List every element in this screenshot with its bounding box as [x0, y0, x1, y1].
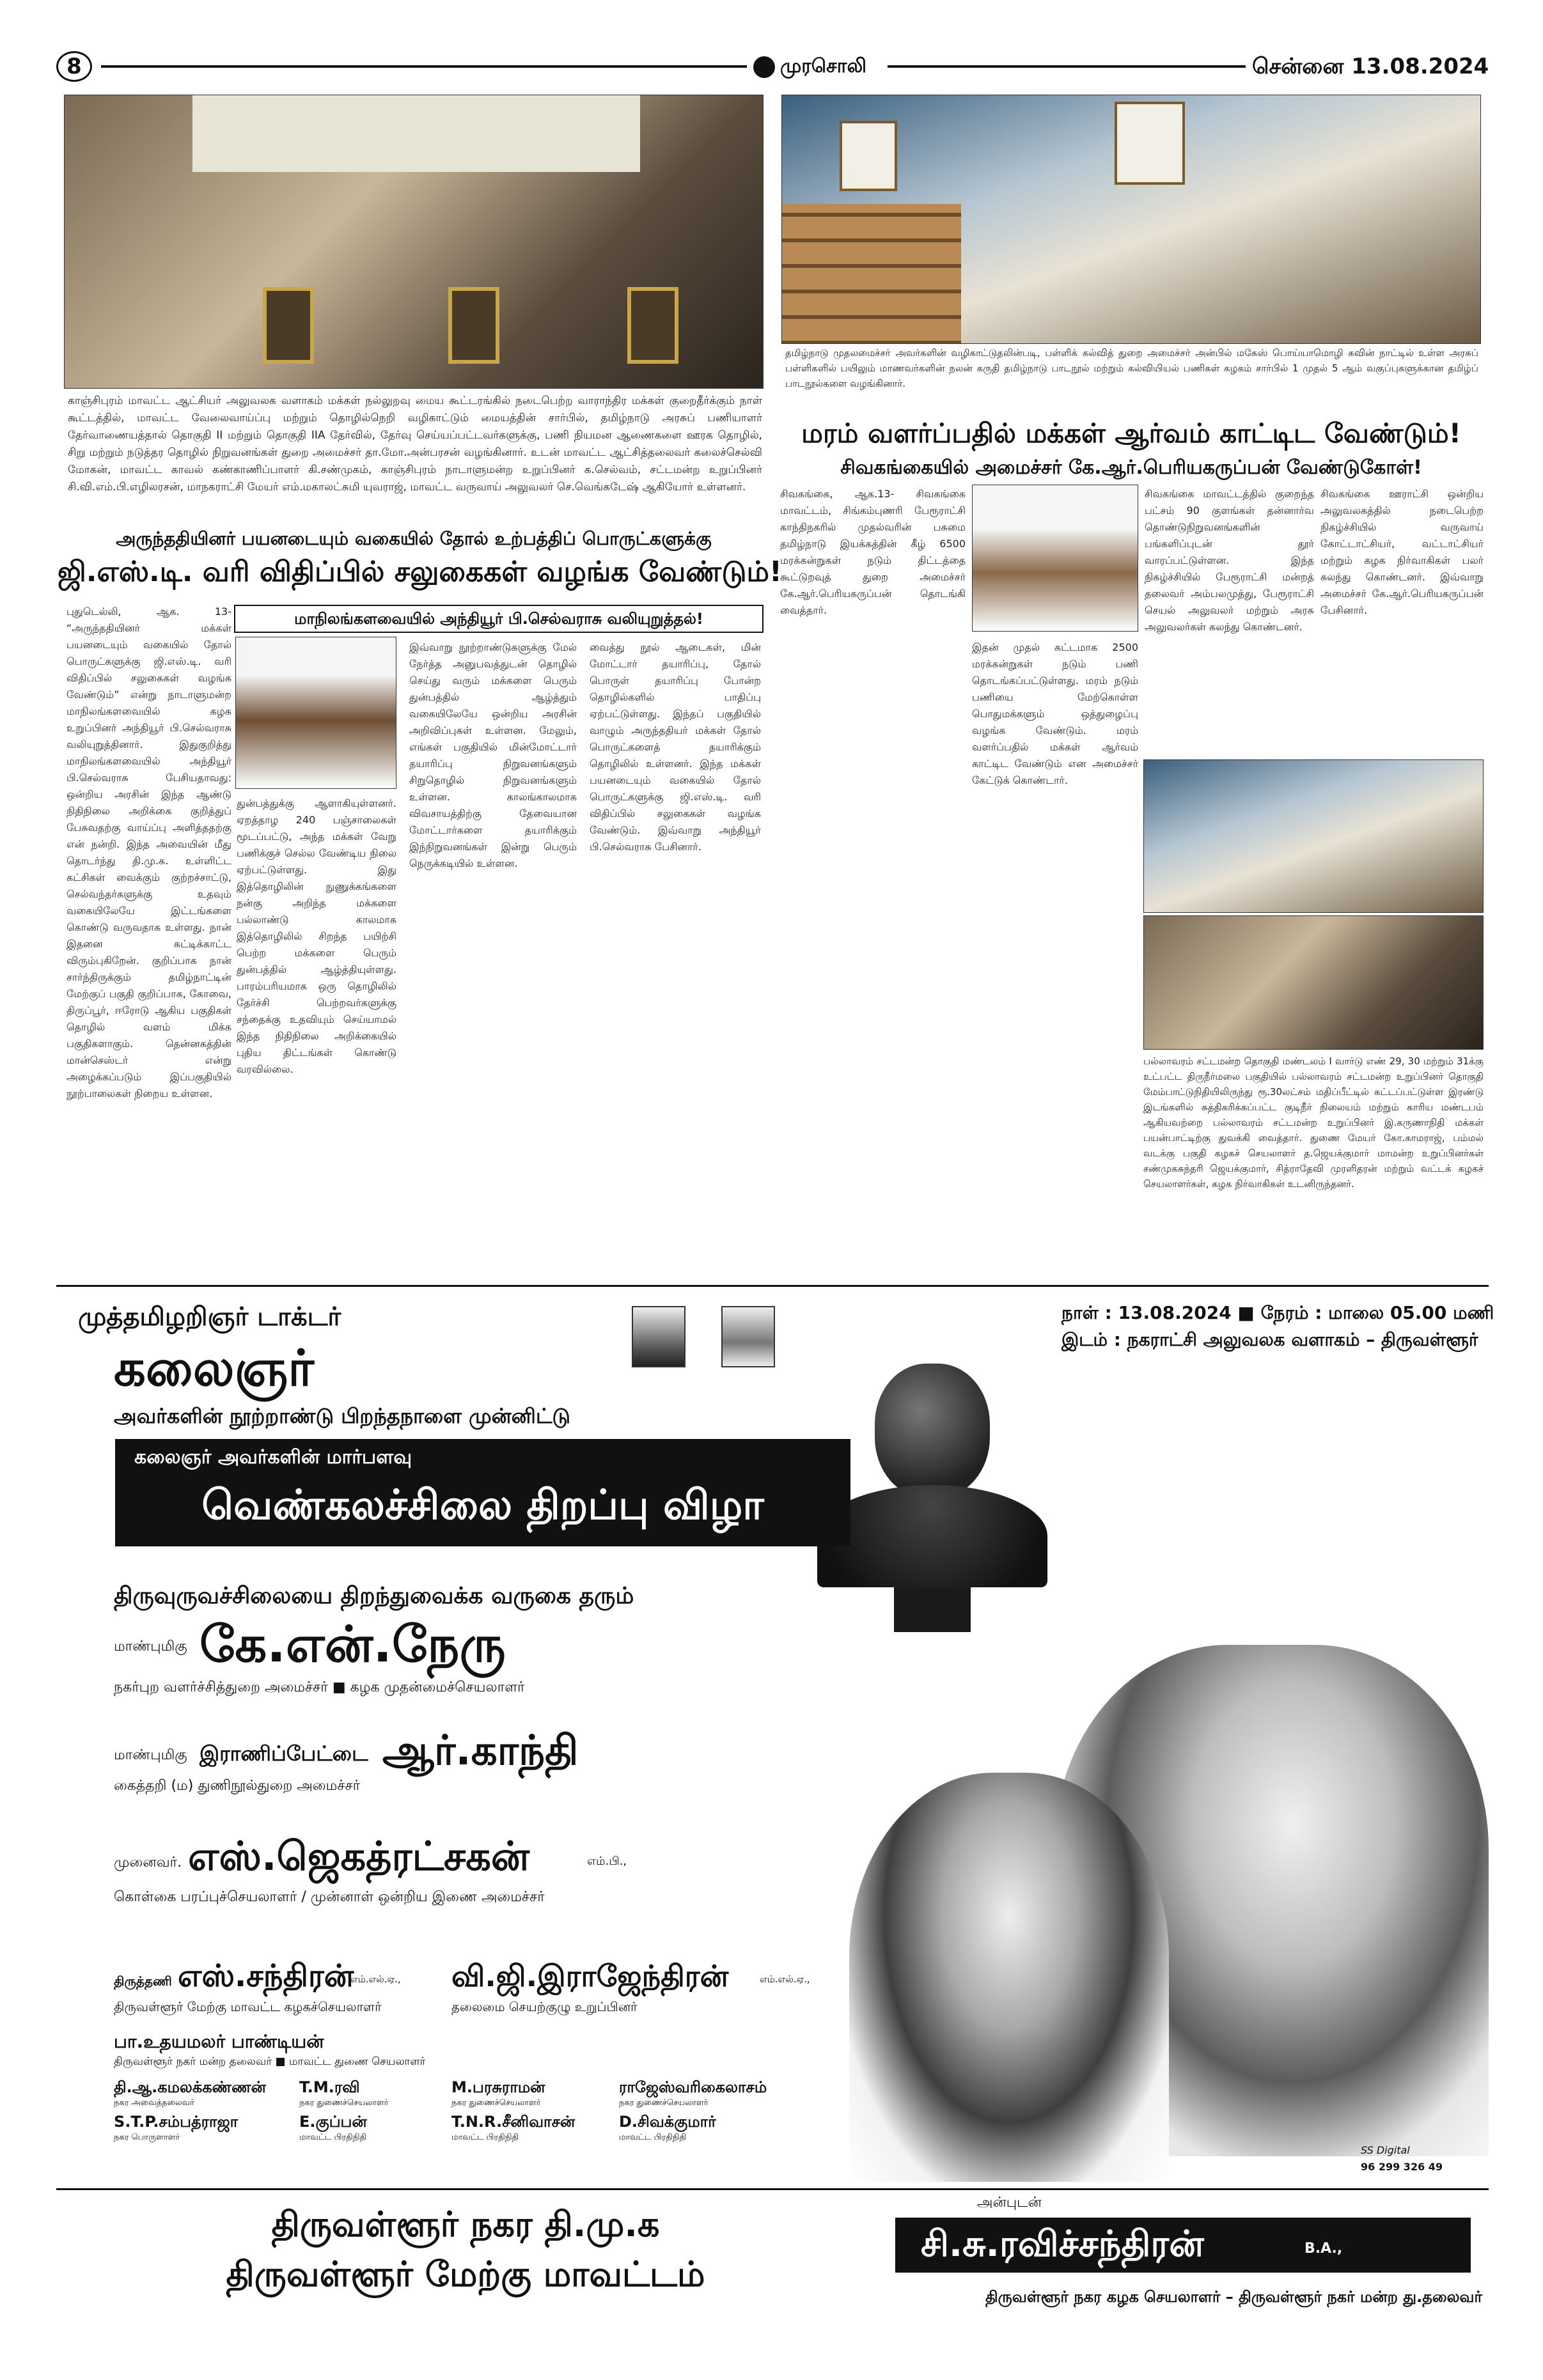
water-plant-photo-1 [1143, 759, 1484, 913]
guest2-district: இராணிப்பேட்டை [200, 1741, 368, 1766]
ad-banner-big: வெண்கலச்சிலை திறப்பு விழா [201, 1482, 764, 1529]
page-number: 8 [67, 54, 82, 79]
designer-tag: SS Digital [1361, 2144, 1410, 2156]
stage-backdrop [192, 95, 640, 172]
masthead-rule-left [101, 65, 747, 68]
date-line: சென்னை 13.08.2024 [1252, 54, 1489, 79]
small-name-4 [619, 2077, 767, 2109]
small-name-1-name: தி.ஆ.கமலக்கண்ணன் [114, 2078, 266, 2096]
small-name-1 [114, 2077, 266, 2109]
selvarasu-portrait [235, 637, 396, 789]
small-name-6-role: மாவட்ட பிரதிநிதி [299, 2133, 367, 2142]
ad-banner-small: கலைஞர் அவர்களின் மார்பளவு [134, 1446, 412, 1468]
guest2-role: கைத்தறி (ம) துணிநூல்துறை அமைச்சர் [114, 1778, 361, 1794]
ad-date-time: நாள் : 13.08.2024 ■ நேரம் : மாலை 05.00 மணி [1061, 1302, 1494, 1323]
sponsor-name: சி.சு.ரவிச்சந்திரன் [921, 2223, 1204, 2265]
tree-story-headline: மரம் வளர்ப்பதில் மக்கள் ஆர்வம் காட்டிட வேண்டும்! [801, 417, 1461, 449]
gst-story-subhead: மாநிலங்களவையில் அந்தியூர் பி.செல்வராசு வலியுறுத்தல்! [234, 605, 764, 633]
org-a-name: எஸ்.சந்திரன் [178, 1958, 354, 1994]
guest1-prefix: மாண்புமிகு [114, 1638, 187, 1654]
small-name-7-role: மாவட்ட பிரதிநிதி [451, 2133, 519, 2142]
small-name-4-role: நகர துணைச்செயலாளர் [619, 2098, 709, 2108]
masthead [56, 51, 1489, 82]
textbook-distribution-photo [781, 95, 1481, 344]
small-name-1-role: நகர அவைத்தலைவர் [114, 2098, 194, 2108]
small-name-5-name: S.T.P.சம்பத்ராஜா [114, 2113, 239, 2131]
designer-phone: 96 299 326 49 [1361, 2161, 1443, 2173]
tree-story-col4: சிவகங்கை ஊராட்சி ஒன்றிய அலுவலகத்தில் நடைபெற்ற நிகழ்ச்சியில் வருவாய் கோட்டாட்சியர், வட்டாட்சியர் மற்றும் கழக நிர்வாகிகள் பலர் கலந்து கொண்டனர். இவ்வாறு அமைச்சர் கே.ஆர்.பெரியகருப்பன் பேசினார். [1320, 488, 1484, 616]
guest3-prefix: முனைவர். [114, 1855, 182, 1871]
small-name-5 [114, 2112, 238, 2143]
periyar-portrait [632, 1306, 685, 1367]
org-b-name: வி.ஜி.இராஜேந்திரன் [451, 1959, 729, 1993]
award-ceremony-caption: காஞ்சிபுரம் மாவட்ட ஆட்சியர் அலுவலக வளாகம் மக்கள் நல்லுறவு மைய கூட்டரங்கில் நடைபெற்ற வாராந்திர மக்கள் குறைதீர்க்கும் நாள் கூட்டத்தில், மாவட்ட வேலைவாய்ப்பு மற்றும் தொழில்நெறி வழிகாட்டும் மையத்தின் சார்பில், தமிழ்நாடு அரசுப் பணியாளர் தேர்வாணையத்தால் தொகுதி II மற்றும் தொகுதி IIA தேர்வில், தேர்வு செய்யப்பட்டவர்களுக்கு, பணி நியமன ஆணைகளை ஊரக தொழில், சிறு மற்றும் நடுத்தர தொழில் நிறுவனங்கள் துறை அமைச்சர் தா.மோ.அன்பரசன் வழங்கினார். உடன் மாவட்ட ஆட்சித்தலைவர் கலைச்செல்வி மோகன், மாவட்ட காவல் கண்காணிப்பாளர் கி.சண்முகம், காஞ்சிபுரம் நாடாளுமன்ற உறுப்பினர் க.செல்வம், சட்டமன்ற உறுப்பினர் சி.வி.எம்.பி.எழிலரசன், மாநகராட்சி மேயர் எம்.மகாலட்சுமி யுவராஜ், மாவட்ட வருவாய் அலுவலர் செ.வெங்கடேஷ் ஆகியோர் உள்ளனர். [68, 394, 762, 494]
small-name-2 [299, 2077, 388, 2109]
small-name-8-name: D.சிவக்குமார் [619, 2113, 716, 2131]
ad-banner-box [115, 1439, 850, 1546]
sponsor-degree: B.A., [1304, 2241, 1343, 2257]
tree-story-col1: சிவகங்கை, ஆக.13- சிவகங்கை மாவட்டம், சிங்கம்புணரி பேரூராட்சி காந்திநகரில் முதல்வரின் பசுமை தமிழ்நாடு இயக்கத்தின் கீழ் 6500 மரக்கன்றுகள் நடும் திட்டத்தை கூட்டுறவுத் துறை அமைச்சர் கே.ஆர்.பெரியகருப்பன் தொடங்கி வைத்தார். [780, 488, 966, 616]
small-name-7 [451, 2112, 575, 2143]
water-plant-caption: பல்லாவரம் சட்டமன்ற தொகுதி மண்டலம் I வார்டு எண் 29, 30 மற்றும் 31க்கு உட்பட்ட திருநீர்மலை பகுதியில் பல்லாவரம் சட்டமன்ற உறுப்பினர் தொகுதி மேம்பாட்டுநிதியிலிருந்து ரூ.30லட்சம் மதிப்பீட்டில் கட்டப்பட்டுள்ள இரண்டு இடங்களில் சுத்திகரிக்கப்பட்ட குடிநீர் நிலையம் மற்றும் காரிய மண்டபம் ஆகியவற்றை பல்லாவரம் சட்டமன்ற உறுப்பினர் இ.கருணாநிதி மக்கள் பயன்பாட்டிற்கு துவக்கி வைத்தார். துணை மேயர் கோ.காமராஜ், பம்மல் வடக்கு பகுதி கழகச் செயலாளர் த.ஜெயக்குமார் மாமன்ற உறுப்பினர்கள் சண்முகசுந்தரி ஜெயக்குமார், சித்ராதேவி முரளிதரன் மற்றும் வட்டக் கழகச் செயலாளர்கள், கழக நிர்வாகிகள் உடனிருந்தனர். [1143, 1055, 1484, 1190]
shield-plaque-1 [263, 287, 314, 364]
small-name-5-role: நகர பொருளாளர் [114, 2133, 180, 2142]
org-a-prefix: திருத்தணி [114, 1973, 172, 1989]
org-c-role: திருவள்ளூர் நகர் மன்ற தலைவர் ■ மாவட்ட துணை செயலாளர் [114, 2055, 426, 2068]
award-ceremony-photo [64, 95, 764, 389]
tree-story-subhead: சிவகங்கையில் அமைச்சர் கே.ஆர்.பெரியகருப்பன் வேண்டுகோள்! [840, 456, 1422, 479]
guest2-name: ஆர்.காந்தி [382, 1727, 579, 1775]
bust-pedestal [894, 1587, 971, 1632]
gst-story-headline: ஜி.எஸ்.டி. வரி விதிப்பில் சலுகைகள் வழங்க வேண்டும்! [58, 556, 782, 588]
sponsor-role: திருவள்ளூர் நகர கழக செயலாளர் – திருவள்ளூர் நகர் மன்ற து.தலைவர் [985, 2288, 1482, 2306]
small-name-2-role: நகர துணைச்செயலாளர் [299, 2098, 389, 2108]
small-name-8-role: மாவட்ட பிரதிநிதி [619, 2133, 687, 2142]
designer-badge [1361, 2143, 1476, 2182]
bookshelf [782, 204, 961, 344]
paper-name: முரசொலி [780, 55, 866, 77]
deputy-portrait [849, 1773, 1169, 2182]
small-name-4-name: ராஜேஸ்வரிகைலாசம் [619, 2078, 767, 2096]
org-c-name: பா.உதயமலர் பாண்டியன் [114, 2031, 324, 2052]
statue-inauguration-advertisement [56, 1285, 1494, 2333]
water-plant-photo-2 [1143, 915, 1484, 1050]
wall-portrait-2 [1115, 102, 1185, 185]
ad-inaugurator-line: திருவுருவச்சிலையை திறந்துவைக்க வருகை தரும் [114, 1583, 634, 1609]
textbook-distribution-caption: தமிழ்நாடு முதலமைச்சர் அவர்களின் வழிகாட்டுதலின்படி, பள்ளிக் கல்வித் துறை அமைச்சர் அன்பில் மகேஸ் பொய்யாமொழி கவின் நாட்டில் உள்ள அரசுப் பள்ளிகளில் பயிலும் மாணவர்களின் நலன் கருதி தமிழ்நாடு பாடநூல் மற்றும் கல்வியியல் பணிகள் கழகம் சார்பில் 1 முதல் 5 ஆம் வகுப்புகளுக்கான தமிழ்ப் பாடநூல்களை வழங்கினார். [785, 347, 1478, 389]
org-b-suffix: எம்.எல்.ஏ., [760, 1973, 810, 1985]
small-name-7-name: T.N.R.சீனிவாசன் [451, 2113, 576, 2131]
ad-occasion: அவர்களின் நூற்றாண்டு பிறந்தநாளை முன்னிட்டு [114, 1404, 570, 1428]
ad-honorific: முத்தமிழறிஞர் டாக்டர் [78, 1302, 341, 1332]
guest3-name: எஸ்.ஜெகத்ரட்சகன் [188, 1833, 530, 1879]
gst-story-col3: இவ்வாறு நூற்றாண்டுகளுக்கு மேல் நேர்த்த அனுபவத்துடன் தொழில் செய்து வரும் மக்களை பெரும் துன்பத்தில் ஆழ்த்தும் வகையிலேயே ஒன்றிய அரசின் அறிவிப்புகள் உள்ளன. மேலும், எங்கள் பகுதியில் மின்மோட்டார் தயாரிப்பு நிறுவனங்களும் சிறுதொழில் நிறுவனங்களும் உள்ளன. காலங்காலமாக விவசாயத்திற்கு தேவையான மோட்டார்களை தயாரிக்கும் இந்நிறுவனங்கள் இன்று பெரும் நெருக்கடியில் உள்ளன. [409, 641, 577, 869]
shield-plaque-3 [627, 287, 678, 364]
guest1-role: நகர்புற வளர்ச்சித்துறை அமைச்சர் ■ கழக முதன்மைச்செயலாளர் [114, 1679, 525, 1695]
guest1-name: கே.என்.நேரு [200, 1616, 506, 1674]
ad-venue: இடம் : நகராட்சி அலுவலக வளாகம் – திருவள்ளூர் [1061, 1329, 1478, 1350]
small-name-3 [451, 2077, 545, 2109]
sponsor-box [895, 2218, 1471, 2273]
gst-story-col1: புதுடெல்லி, ஆக. 13- “அருந்ததியினர் மக்கள் பயனடையும் வகையில் தோல் பொருட்களுக்கு ஜி.எஸ்.டி. வரி விதிப்பில் சலுகைகள் வழங்க வேண்டும்” என்று நாடாளுமன்ற மாநிலங்களவையில் கழக உறுப்பினர் அந்தியூர் பி.செல்வராசு வலியுறுத்தினார். இதுகுறித்து மாநிலங்களவையில் அந்தியூர் பி.செல்வராசு பேசியதாவது: ஒன்றிய அரசின் இந்த ஆண்டு நிதிநிலை அறிக்கை குறித்துப் பேசுவதற்கு வாய்ப்பு அளித்ததற்கு என் நன்றி. இந்த அவையின் மீது தொடர்ந்து தி.மு.க. உள்ளிட்ட கட்சிகள் வைக்கும் குற்றச்சாட்டு, செல்வந்தர்களுக்கு உதவும் வகையிலேயே இட்டங்களை கொண்டு வருவதாக உள்ளது. நான் இதனை சுட்டிக்காட்ட விரும்புகிறேன். குறிப்பாக நான் சார்ந்திருக்கும் தமிழ்நாட்டின் மேற்குப் பகுதி குறிப்பாக, கோவை, திருப்பூர், ஈரோடு ஆகிய பகுதிகள் தொழில் வளம் மிக்க பகுதிகளாகும். தென்னகத்தின் மான்செஸ்டர் என்று அழைக்கப்படும் இப்பகுதியில் நூற்பாலைகள் நிறைய உள்ளன. [67, 605, 231, 1100]
page-number-badge [56, 51, 92, 82]
minister-periyakaruppan-portrait [972, 485, 1138, 632]
gst-story-col2: துன்பத்துக்கு ஆளாகியுள்ளனர். ஏறத்தாழ 240 பஞ்சாலைகள் மூடப்பட்டு, அந்த மக்கள் வேறு பணிக்குச் செல்ல வேண்டிய நிலை ஏற்பட்டுள்ளது. இது இத்தொழிலின் நுணுக்கங்களை நன்கு அறிந்த மக்களை பல்லாண்டு காலமாக இத்தொழிலில் சிறந்த பயிற்சி பெற்ற மக்களை பெரும் துன்பத்தில் ஆழ்த்தியுள்ளது. பாரம்பரியமாக ஒரு தொழிலில் தேர்ச்சி பெற்றவர்களுக்கு சந்தைக்கு உதவியும் செய்யாமல் இந்த நிதிநிலை அறிக்கையில் புதிய திட்டங்கள் கொண்டு வரவில்லை. [237, 797, 396, 1075]
org-a-suffix: எம்.எல்.ஏ., [350, 1973, 401, 1985]
masthead-rule-right [888, 65, 1246, 68]
gst-story-kicker: அருந்ததியினர் பயனடையும் வகையில் தோல் உற்பத்திப் பொருட்களுக்கு [116, 528, 712, 549]
small-name-6-name: E.குப்பன் [299, 2113, 367, 2131]
guest2-prefix: மாண்புமிகு [114, 1747, 187, 1763]
tree-story-col2: இதன் முதல் கட்டமாக 2500 மரக்கன்றுகள் நடும் பணி தொடங்கப்பட்டுள்ளது. மரம் நடும் பணியை மேற்கொள்ள பொதுமக்களும் ஒத்துழைப்பு வழங்க வேண்டும். மரம் வளர்ப்பதில் மக்கள் ஆர்வம் காட்டிட வேண்டும் என அமைச்சர் கேட்டுக் கொண்டார். [972, 641, 1138, 786]
gst-story-col4: வைத்து நூல் ஆடைகள், மின் மோட்டார் தயாரிப்பு, தோல் பொருள் தயாரிப்பு போன்ற தொழில்களில் பாதிப்பு ஏற்பட்டுள்ளது. இந்தப் பகுதியில் வாழும் அருந்ததியர் மக்கள் தோல் பொருட்களைத் தயாரிக்கும் தொழிலில் உள்ளனர். இந்த மக்கள் பயனடையும் வகையில் தோல் பொருட்களுக்கு ஜி.எஸ்.டி. வரி விதிப்பில் சலுகைகள் வழங்க வேண்டும். இவ்வாறு அந்தியூர் பி.செல்வராசு பேசினார். [590, 641, 761, 853]
small-name-2-name: T.M.ரவி [299, 2078, 360, 2096]
small-name-3-role: நகர துணைச்செயலாளர் [451, 2098, 541, 2108]
guest3-role: கொள்கை பரப்புச்செயலாளர் / முன்னாள் ஒன்றிய இணை அமைச்சர் [114, 1889, 545, 1905]
footer-org-line2: திருவள்ளூர் மேற்கு மாவட்டம் [226, 2254, 705, 2294]
small-name-8 [619, 2112, 716, 2143]
shield-plaque-2 [448, 287, 499, 364]
paper-logo-icon [753, 56, 775, 78]
org-b-role: தலைமை செயற்குழு உறுப்பினர் [451, 1999, 638, 2014]
ad-footer-divider [56, 2188, 1489, 2190]
footer-org-line1: திருவள்ளூர் நகர தி.மு.க [271, 2204, 660, 2244]
bust-head [875, 1364, 990, 1498]
guest3-suffix: எம்.பி., [587, 1855, 627, 1868]
wall-portrait-1 [840, 121, 897, 191]
with-love-label: அன்புடன் [977, 2195, 1042, 2211]
small-name-6 [299, 2112, 367, 2143]
ad-leader-name: கலைஞர் [114, 1340, 314, 1397]
tree-story-col3: சிவகங்கை மாவட்டத்தில் குறைந்த பட்சம் 90 குளங்கள் தன்னார்வ தொண்டுநிறுவனங்களின் பங்களிப்புடன் தூர் வாரப்பட்டுள்ளன. இந்த நிகழ்ச்சியில் பேரூராட்சி மன்றத் தலைவர் அம்பலமுத்து, பேரூராட்சி செயல் அலுவலர் மற்றும் அரசு அலுவலர்கள் கலந்து கொண்டனர். [1145, 488, 1314, 633]
anna-portrait [721, 1306, 775, 1367]
org-a-role: திருவள்ளூர் மேற்கு மாவட்ட கழகச்செயலாளர் [114, 1999, 382, 2014]
bust-shoulders [817, 1485, 1047, 1587]
small-name-3-name: M.பரசுராமன் [451, 2078, 545, 2096]
